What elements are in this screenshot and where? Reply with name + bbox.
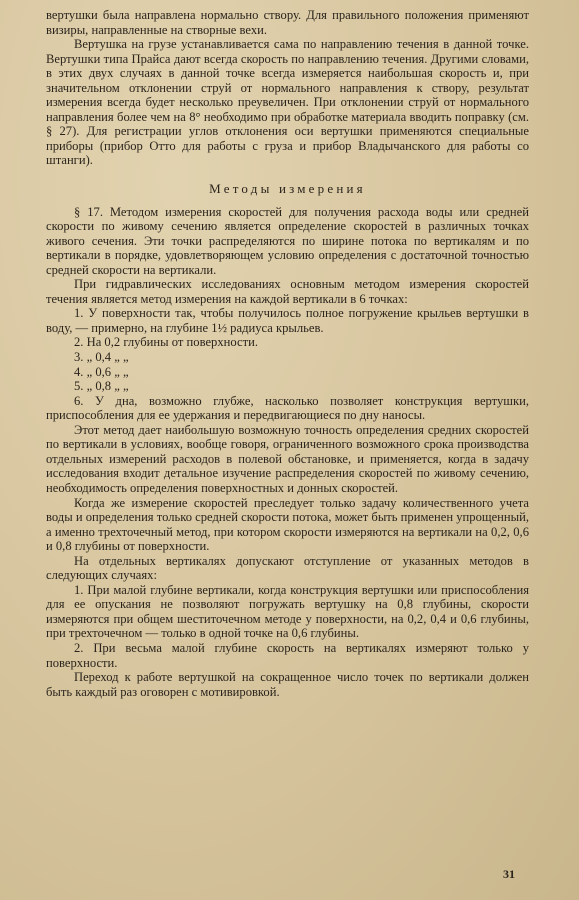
paragraph-weight-mounted-meter: Вертушка на грузе устанавливается сама по направлению течения в данной точке. Вертушки типа Прайса дают всегда скорость по направлению течения. Другими словами, в этих двух случаях в данной точке всегда измеряется наибольшая скорость и, при значительном отклонении струй от нормального направления к створу, результат измерения всегда будет несколько преувеличен. При отклонении струй от нормального направления более чем на 8° необходимо при обработке материала вводить поправку (см. § 27). Для регистрации углов отклонения оси вертушки применяются специальные приборы (прибор Отто для работы с груза и прибор Владычанского для работы со штанги). (46, 37, 529, 168)
list-item-3: 3. „ 0,4 „ „ (74, 350, 129, 365)
list-item-4: 4. „ 0,6 „ „ (74, 364, 129, 379)
list-item-2: 2. На 0,2 глубины от поверхности. (74, 335, 258, 350)
list-item-1: 1. У поверхности так, чтобы получилось полное погружение крыльев вертушки в воду, — примерно, на глубине 1½ радиуса крыльев. (46, 306, 529, 335)
list-item-6: 6. У дна, возможно глубже, насколько позволяет конструкция вертушки, приспособления для ее удержания и передвигающиеся по дну наносы. (46, 393, 529, 423)
paragraph-exceptions-intro: На отдельных вертикалях допускают отступление от указанных методов в следующих случаях: (46, 553, 529, 583)
page-number: 31 (503, 867, 515, 881)
paragraph-continuation: вертушки была направлена нормально створу. Для правильного положения применяют визиры, направленные на створные вехи. (46, 8, 529, 37)
paragraph-reduced-points: Переход к работе вертушкой на сокращенное число точек по вертикали должен быть каждый раз оговорен с мотивировкой. (46, 670, 529, 699)
exception-case-1: 1. При малой глубине вертикали, когда конструкция вертушки или приспособления для ее опускания не позволяют погружать вертушку на 0,8 глубины, скорости измеряются при общем шеститочечном методе у поверхности, на 0,2, 0,4 и 0,6 глубины, при трехточечном — только в одной точке на 0,6 глубины. (46, 582, 529, 641)
section-heading: Методы измерения (209, 181, 366, 197)
paragraph-three-point-method: Когда же измерение скоростей преследует только задачу количественного учета воды и определения только средней скорости потока, может быть применен упрощенный, а именно трехточечный метод, при котором скорости измеряются на вертикали на 0,2, 0,6 и 0,8 глубины от поверхности. (46, 495, 529, 554)
paragraph-section-17: § 17. Методом измерения скоростей для получения расхода воды или средней скорости по живому сечению является определение скоростей в различных точках живого сечения. Эти точки распределяются по ширине потока по вертикалям и по вертикали в порядке, удовлетворяющем условию определения с достаточной точностью средней скорости на вертикали. (46, 204, 529, 277)
list-item-5: 5. „ 0,8 „ „ (74, 379, 129, 394)
paragraph-six-point-method: При гидравлических исследованиях основным методом измерения скоростей течения является метод измерения на каждой вертикали в 6 точках: (46, 277, 529, 306)
exception-case-2: 2. При весьма малой глубине скорость на вертикалях измеряют только у поверхности. (46, 640, 529, 670)
paragraph-method-accuracy: Этот метод дает наибольшую возможную точность определения средних скоростей по вертикали в условиях, вообще говоря, ограниченного возможного срока производства отдельных измерений расходов в полевой обстановке, и применяется, когда в задачу исследования входит детальное изучение распределения скоростей по живому сечению, необходимость определения поверхностных и донных скоростей. (46, 422, 529, 495)
